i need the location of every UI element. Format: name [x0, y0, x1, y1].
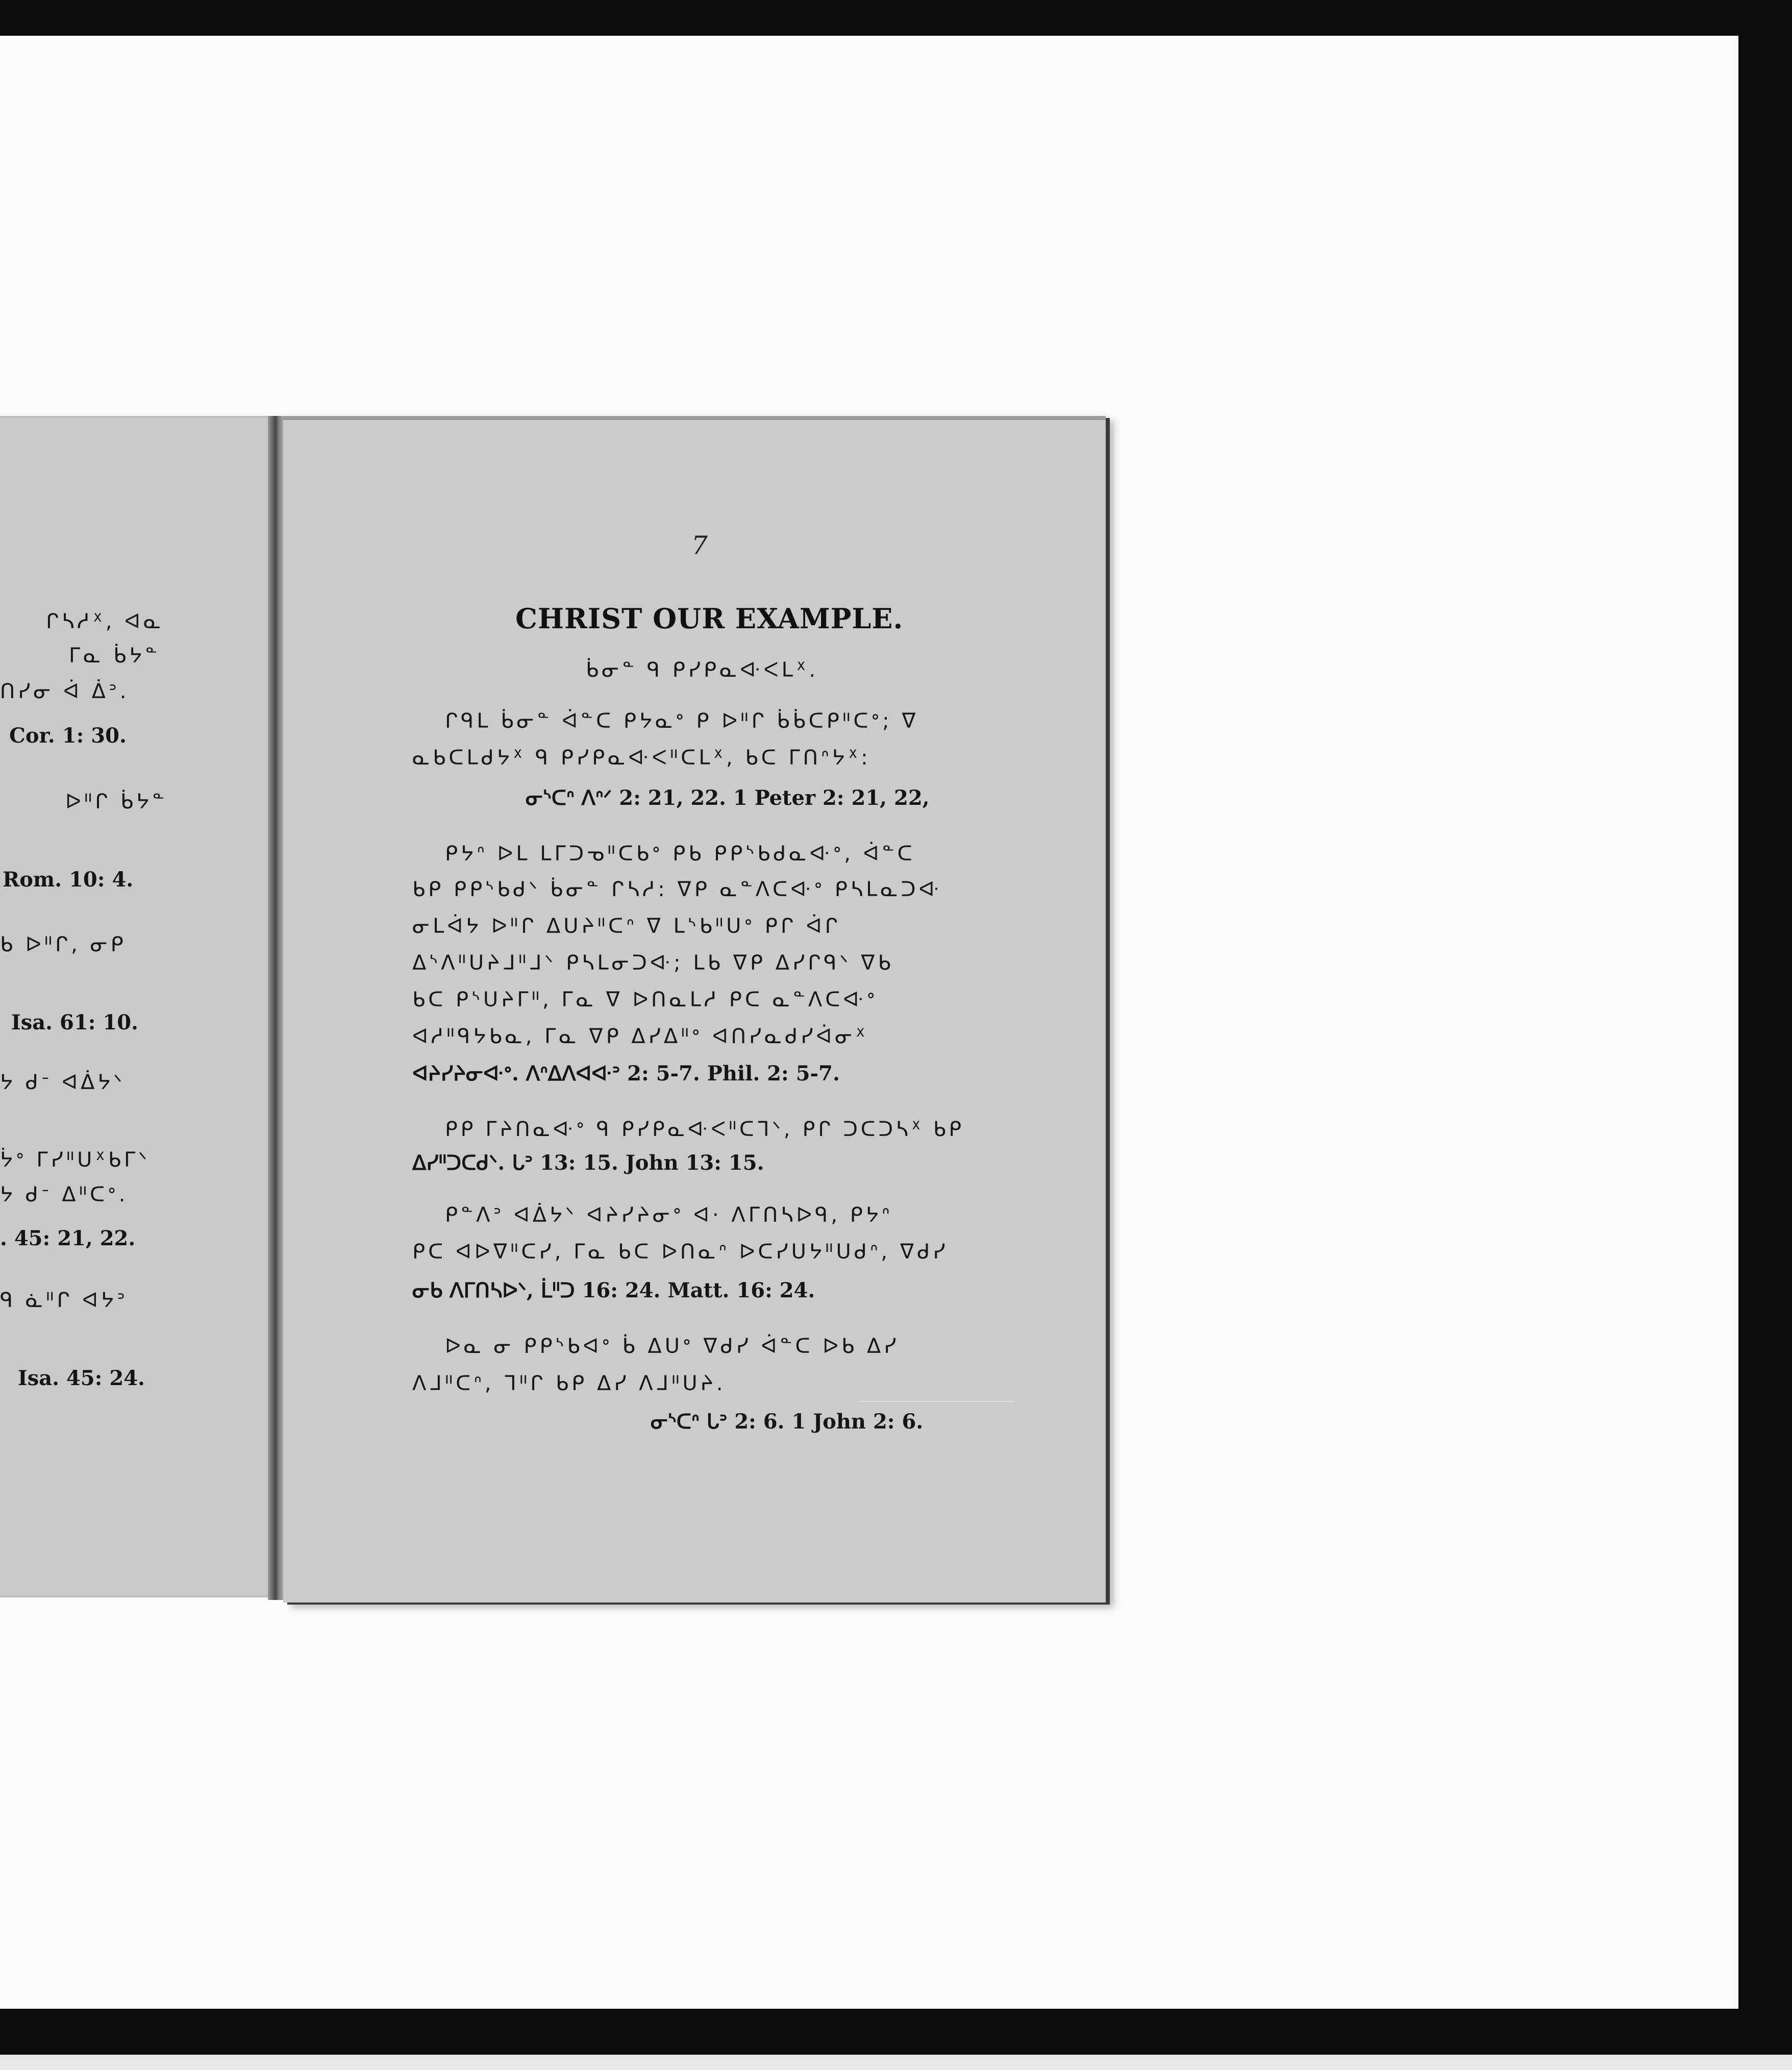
body-line: ᒋᑫᒪ ᑳᓂᓐ ᐋᓐᑕ ᑭᔭᓇᐤ ᑭ ᐅᐦᒋ ᑳᑳᑕᑭᐦᑕᐤ; ᐁ — [445, 709, 919, 733]
left-page-reference: Cor. 1: 30. — [9, 724, 127, 748]
faint-rule — [860, 1401, 1013, 1402]
scripture-reference: ᓂᔅᑕᐢ ᒐᐣ 2: 6. 1 John 2: 6. — [651, 1410, 924, 1434]
left-page-line: ᑫ ᓈᐦᒋ ᐊᔭᐣ — [0, 1289, 128, 1312]
left-page — [0, 416, 283, 1597]
body-line: ᑭᔭᐢ ᐅᒪ ᒪᒥᑐᓀᐦᑕᑲᐤ ᑭᑲ ᑭᑭᔅᑲᑯᓇᐘᐤ, ᐋᓐᑕ — [445, 842, 915, 866]
scripture-reference: ᐃᓯᐦᑐᑕᑯᐠ. ᒐᐣ 13: 15. John 13: 15. — [412, 1151, 764, 1175]
body-line: ᐅᓇ ᓂ ᑭᑭᔅᑲᐊᐤ ᑳ ᐃᑌᐤ ᐁᑯᓯ ᐋᓐᑕ ᐅᑲ ᐃᓯ — [445, 1335, 900, 1358]
left-page-reference: . 45: 21, 22. — [0, 1226, 136, 1250]
page-number: 7 — [691, 531, 708, 560]
body-line: ᑭᓐᐱᐣ ᐊᐄᔭᐠ ᐊᔨᓯᔨᓂᐤ ᐊ· ᐱᒥᑎᓴᐅᑫ, ᑭᔭᐢ — [445, 1203, 893, 1227]
left-page-reference: Isa. 45: 24. — [18, 1366, 145, 1390]
book-gutter — [268, 416, 285, 1600]
left-page-reference: Isa. 61: 10. — [11, 1011, 138, 1034]
body-line: ᐊᓱᐦᑫᔭᑲᓇ, ᒥᓇ ᐁᑭ ᐃᓯᐃᐦᐤ ᐊᑎᓯᓇᑯᓯᐋᓂᕽ — [412, 1025, 868, 1048]
subtitle-line: ᑳᓂᓐ ᑫ ᑭᓯᑭᓇᐘᐸᒪᕽ. — [586, 658, 819, 682]
scripture-reference: ᓂᑲ ᐱᒥᑎᓴᐅᐠ, ᒫᐦᑐ 16: 24. Matt. 16: 24. — [412, 1278, 815, 1302]
body-line: ᑲᑕ ᑭᔅᑌᔨᒥᐦ, ᒥᓇ ᐁ ᐅᑎᓇᒪᓱ ᑭᑕ ᓇᓐᐱᑕᐘᐤ — [412, 988, 878, 1012]
film-border-right — [1738, 0, 1792, 2070]
left-page-reference: Rom. 10: 4. — [3, 868, 134, 892]
body-line: ᓇᑲᑕᒪᑯᔭᕽ ᑫ ᑭᓯᑭᓇᐘᐸᐦᑕᒪᕽ, ᑲᑕ ᒥᑎᐢᔭᕽ: — [412, 746, 871, 770]
body-line: ᓂᒪᐋᔭ ᐅᐦᒋ ᐃᑌᔨᐦᑕᐢ ᐁ ᒪᔅᑲᐦᑌᐤ ᑭᒋ ᐋᒋ — [412, 915, 841, 938]
film-border-top — [0, 0, 1792, 36]
left-page-line: ᑎᓯᓂ ᐋ ᐄᐣ. — [0, 680, 130, 703]
left-page-line: ᔭ ᑯᐨ ᐃᐦᑕᐤ. — [0, 1183, 129, 1206]
body-line: ᑲᑭ ᑭᑭᔅᑲᑯᐠ ᑳᓂᓐ ᒋᓴᓱ: ᐁᑭ ᓇᓐᐱᑕᐘᐤ ᑭᓴᒪᓇᑐᐘ — [412, 878, 942, 901]
left-page-line: ᐅᐦᒋ ᑳᔭᓐ — [65, 790, 168, 814]
body-line: ᐱᒧᐦᑕᐢ, ᒣᐦᒋ ᑲᑭ ᐃᓯ ᐱᒧᐦᑌᔨ. — [412, 1372, 726, 1395]
left-page-line: ᒥᓇ ᑳᔭᓐ — [69, 644, 161, 668]
scripture-reference: ᐊᔨᓯᔨᓂᐘᐤ. ᐱᐢᐃᐱᐊᐘᐣ 2: 5-7. Phil. 2: 5-7. — [412, 1062, 840, 1086]
film-border-bottom-band — [0, 2055, 1792, 2070]
body-line: ᑭᑕ ᐊᐅᐁᐦᑕᓯ, ᒥᓇ ᑲᑕ ᐅᑎᓇᐢ ᐅᑕᓯᑌᔭᐦᑌᑯᐢ, ᐁᑯᓯ — [412, 1240, 949, 1264]
body-line: ᐃᔅᐱᐦᑌᔨᒧᐦᒧᐠ ᑭᓴᒪᓂᑐᐘ; ᒪᑲ ᐁᑭ ᐃᓯᒋᑫᐠ ᐁᑲ — [412, 951, 894, 975]
left-page-line: ᒋᓴᓱᕽ, ᐊᓇ — [46, 610, 164, 633]
scripture-reference: ᓂᔅᑕᐢ ᐱᐢᐟ 2: 21, 22. 1 Peter 2: 21, 22, — [526, 786, 930, 810]
left-page-line: ᔮᐤ ᒥᓯᐦᑌᕽᑲᒥᐠ — [0, 1148, 151, 1172]
left-page-line: ᔭ ᑯᐨ ᐊᐄᔭᐠ — [0, 1071, 126, 1094]
body-line: ᑭᑭ ᒥᔨᑎᓇᐘᐤ ᑫ ᑭᓯᑭᓇᐘᐸᐦᑕᒣᐠ, ᑭᒋ ᑐᑕᑐᓴᕽ ᑲᑭ — [445, 1118, 964, 1141]
page-title: CHRIST OUR EXAMPLE. — [515, 602, 904, 635]
left-page-line: ᑲ ᐅᐦᒋ, ᓂᑭ — [0, 933, 127, 956]
